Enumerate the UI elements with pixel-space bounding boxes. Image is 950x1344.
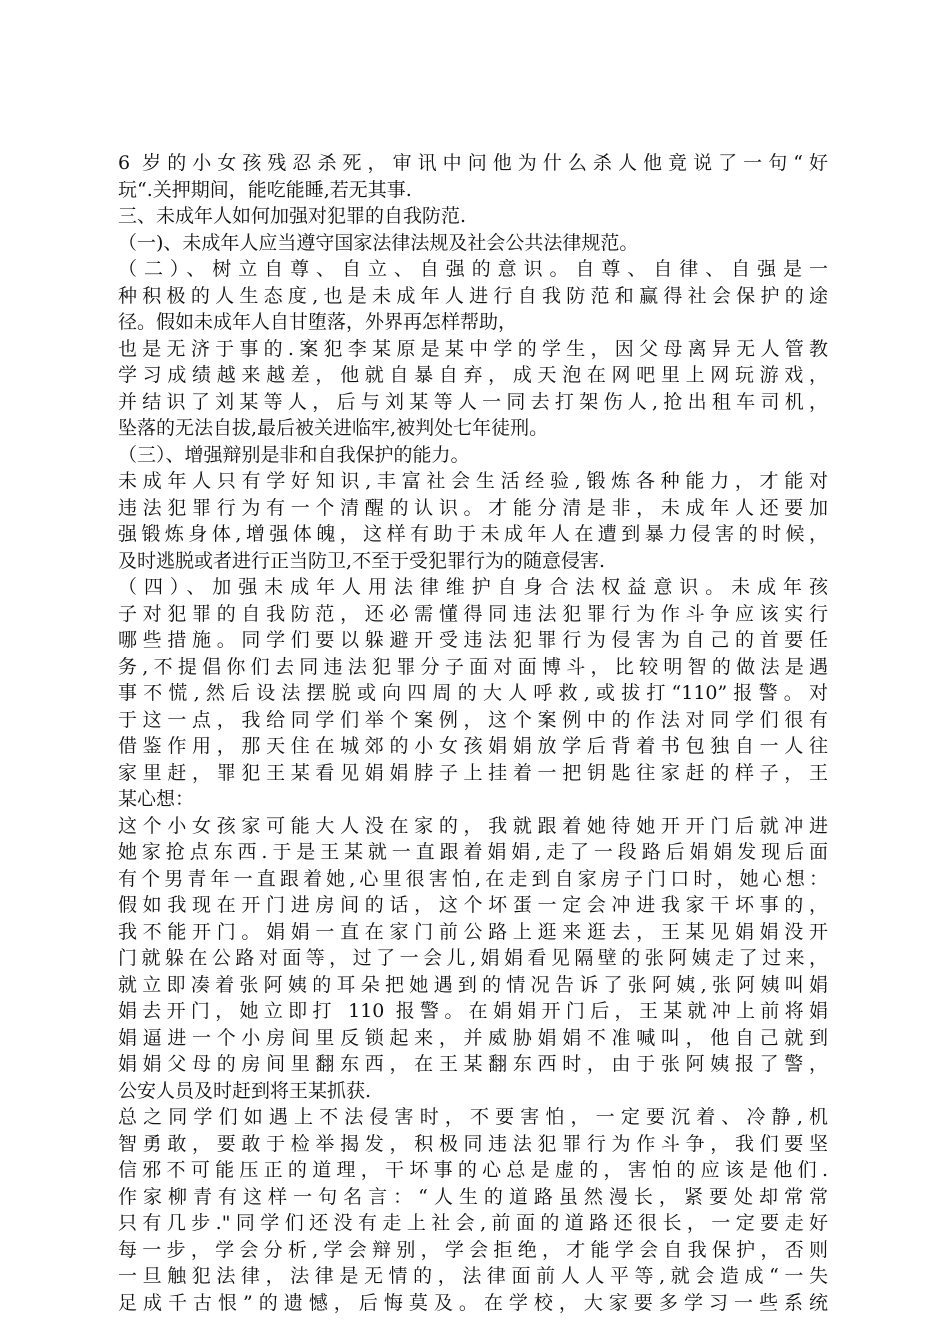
text-line: 她家抢点东西.于是王某就一直跟着娟娟,走了一段路后娟娟发现后面 [118,841,828,863]
text-line: 信邪不可能压正的道理，干坏事的心总是虚的，害怕的应该是他们. [118,1159,828,1181]
text-line: 玩“.关押期间，能吃能睡,若无其事. [118,178,412,201]
text-line: 公安人员及时赶到将王某抓获. [118,1079,372,1102]
text-line: 门就躲在公路对面等，过了一会儿,娟娟看见隔壁的张阿姨走了过来， [118,947,828,969]
text-line: 借鉴作用，那天住在城郊的小女孩娟娟放学后背着书包独自一人往 [118,735,828,757]
text-line: 子对犯罪的自我防范，还必需懂得同违法犯罪行为作斗争应该实行 [118,602,828,625]
text-line: 哪些措施。同学们要以躲避开受违法犯罪行为侵害为自己的首要任 [118,629,828,651]
text-line: 径。假如未成年人自甘堕落，外界再怎样帮助， [118,311,518,333]
text-line: 娟娟父母的房间里翻东西，在王某翻东西时，由于张阿姨报了警， [118,1053,828,1075]
text-line: 事不慌,然后设法摆脱或向四周的大人呼救,或拔打“110”报警。对 [118,682,828,704]
text-line: 一旦触犯法律，法律是无情的，法律面前人人平等,就会造成“一失 [118,1265,828,1287]
text-line: （一)、未成年人应当遵守国家法律法规及社会公共法律规范。 [118,231,639,254]
text-line: 违法犯罪行为有一个清醒的认识。才能分清是非，未成年人还要加 [118,496,828,519]
text-line: 智勇敢，要敢于检举揭发，积极同违法犯罪行为作斗争，我们要坚 [118,1132,828,1155]
text-line: 作家柳青有这样一句名言：“人生的道路虽然漫长，紧要处却常常 [118,1185,828,1208]
text-line: 坠落的无法自拔,最后被关进临牢,被判处七年徒刑。 [118,417,549,439]
text-line: 于这一点，我给同学们举个案例，这个案例中的作法对同学们很有 [118,708,828,731]
text-line: 也是无济于事的.案犯李某原是某中学的学生，因父母离异无人管教 [118,337,828,360]
text-line: 我不能开门。娟娟一直在家门前公路上逛来逛去，王某见娟娟没开 [118,920,828,943]
text-line: 6 岁的小女孩残忍杀死，审讯中问他为什么杀人他竟说了一句“好 [118,152,828,174]
text-line: 某心想： [118,788,195,810]
text-line: 学习成绩越来越差，他就自暴自弃，成天泡在网吧里上网玩游戏， [118,364,828,386]
text-line: 只有几步."同学们还没有走上社会,前面的道路还很长，一定要走好 [118,1212,828,1234]
text-line: 这个小女孩家可能大人没在家的，我就跟着她待她开开门后就冲进 [118,814,828,837]
text-line: （二）、树立自尊、自立、自强的意识。自尊、自律、自强是一 [118,258,828,280]
text-line: （四）、加强未成年人用法律维护自身合法权益意识。未成年孩 [118,576,828,598]
text-line: 每一步，学会分析,学会辩别，学会拒绝，才能学会自我保护，否则 [118,1238,828,1261]
text-line: 总之同学们如遇上不法侵害时，不要害怕，一定要沉着、冷静,机 [118,1106,828,1128]
text-line: 有个男青年一直跟着她,心里很害怕,在走到自家房子门口时，她心想： [118,867,828,890]
text-line: 并结识了刘某等人，后与刘某等人一同去打架伤人,抢出租车司机， [118,390,828,413]
text-line: 家里赶，罪犯王某看见娟娟脖子上挂着一把钥匙往家赶的样子，王 [118,761,828,784]
text-line: 就立即凑着张阿姨的耳朵把她遇到的情况告诉了张阿姨,张阿姨叫娟 [118,973,828,996]
text-line: （三）、增强辩别是非和自我保护的能力。 [118,443,470,466]
text-line: 娟逼进一个小房间里反锁起来，并威胁娟娟不准喊叫，他自己就到 [118,1026,828,1049]
text-line: 足成千古恨”的遗憾，后悔莫及。在学校，大家要多学习一些系统 [118,1291,828,1314]
text-line: 种积极的人生态度,也是未成年人进行自我防范和赢得社会保护的途 [118,284,828,307]
text-line: 强锻炼身体,增强体魄，这样有助于未成年人在遭到暴力侵害的时候， [118,523,828,545]
text-line: 假如我现在开门进房间的话，这个坏蛋一定会冲进我家干坏事的， [118,894,828,916]
text-line: 未成年人只有学好知识,丰富社会生活经验,锻炼各种能力，才能对 [118,470,828,492]
document-body [118,150,828,1316]
text-line: 及时逃脱或者进行正当防卫,不至于受犯罪行为的随意侵害. [118,549,606,572]
text-line: 三、未成年人如何加强对犯罪的自我防范. [118,205,467,227]
text-line: 娟去开门，她立即打 110 报警。在娟娟开门后，王某就冲上前将娟 [118,1000,828,1022]
text-line: 务,不提倡你们去同违法犯罪分子面对面博斗，比较明智的做法是遇 [118,655,828,678]
